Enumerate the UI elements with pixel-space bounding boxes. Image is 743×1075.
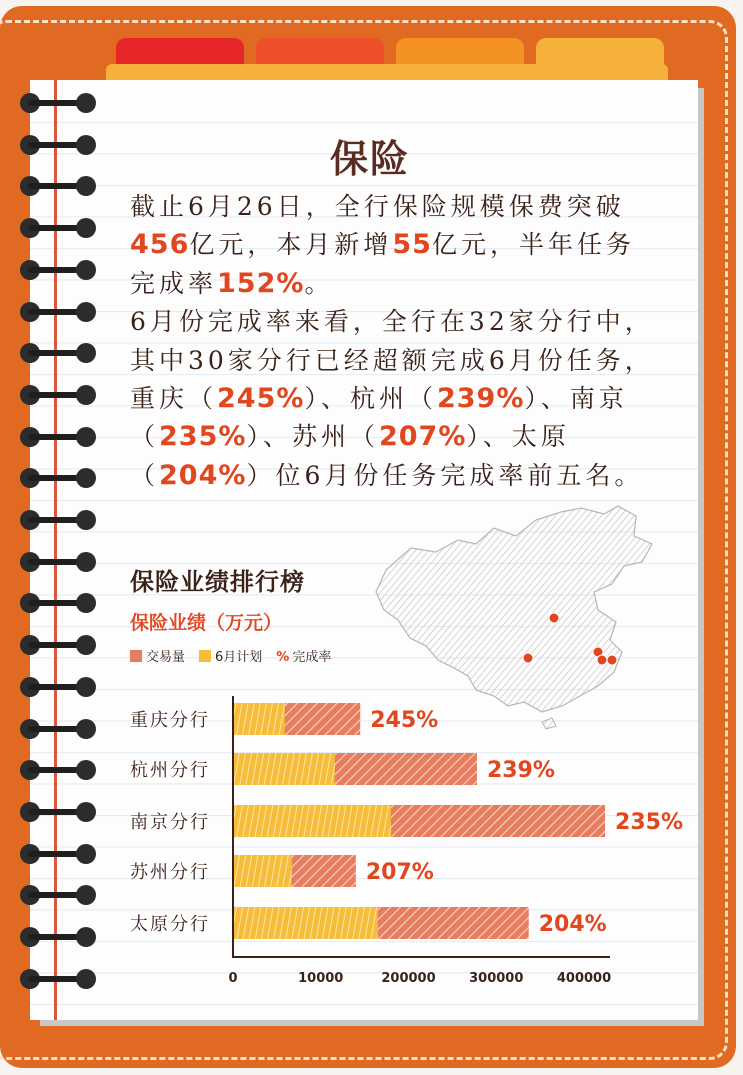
category-label: 南京分行 [130,812,210,833]
highlight-number: 235% [159,421,247,453]
bar-plan [233,753,335,785]
paragraph-text: ）、南京（ [130,384,628,452]
rate-label: 235% [615,810,684,835]
x-tick-label: 200000 [381,971,436,986]
rate-label: 204% [538,912,607,937]
paragraph-text: 6月份完成率来看，全行在32家分行中，其中30家分行已经超额完成6月份任务，重庆（ [130,307,654,414]
bar-plan [233,805,391,837]
category-label: 重庆分行 [130,710,210,731]
category-label: 苏州分行 [130,862,210,883]
highlight-number: 152% [217,267,305,299]
legend-volume-label: 交易量 [146,650,186,665]
category-label: 太原分行 [130,914,210,935]
legend-rate-label: 完成率 [292,650,332,665]
paragraph-text: ）、苏州（ [246,422,379,452]
x-tick-label: 0 [228,971,238,986]
highlight-number: 456 [130,229,190,261]
rate-label: 245% [370,708,439,733]
paragraph-text: ）位6月份任务完成率前五名。 [246,460,644,490]
paragraph-text: 截止6月26日，全行保险规模保费突破 [130,192,625,221]
highlight-number: 55 [392,229,432,261]
highlight-number: 207% [378,421,467,453]
chart-title: 保险业绩（万元） [130,612,283,634]
highlight-number: 245% [217,383,305,415]
page-title: 保险 [329,137,410,181]
bar-plan [233,855,292,887]
rate-label: 239% [486,758,555,783]
paragraph-text: 亿元，本月新增 [189,230,393,260]
bar-plan [233,703,285,735]
paragraph-text: ）、太原（ [130,422,570,490]
paragraph-text: 亿元，半年任务完成率 [130,230,635,298]
chart-heading: 保险业绩排行榜 [130,568,305,596]
x-tick-label: 300000 [469,971,524,986]
highlight-number: 239% [436,383,525,415]
legend-plan-label: 6月计划 [215,650,263,665]
paragraph-text: ）、杭州（ [304,384,437,414]
category-label: 杭州分行 [130,760,210,781]
paragraph-text: 。 [304,268,334,298]
highlight-number: 204% [159,459,247,491]
bar-plan [233,907,378,939]
x-tick-label: 10000 [298,971,344,986]
legend-rate-symbol: % [276,650,290,665]
x-tick-label: 400000 [556,971,612,986]
rate-label: 207% [365,860,434,885]
